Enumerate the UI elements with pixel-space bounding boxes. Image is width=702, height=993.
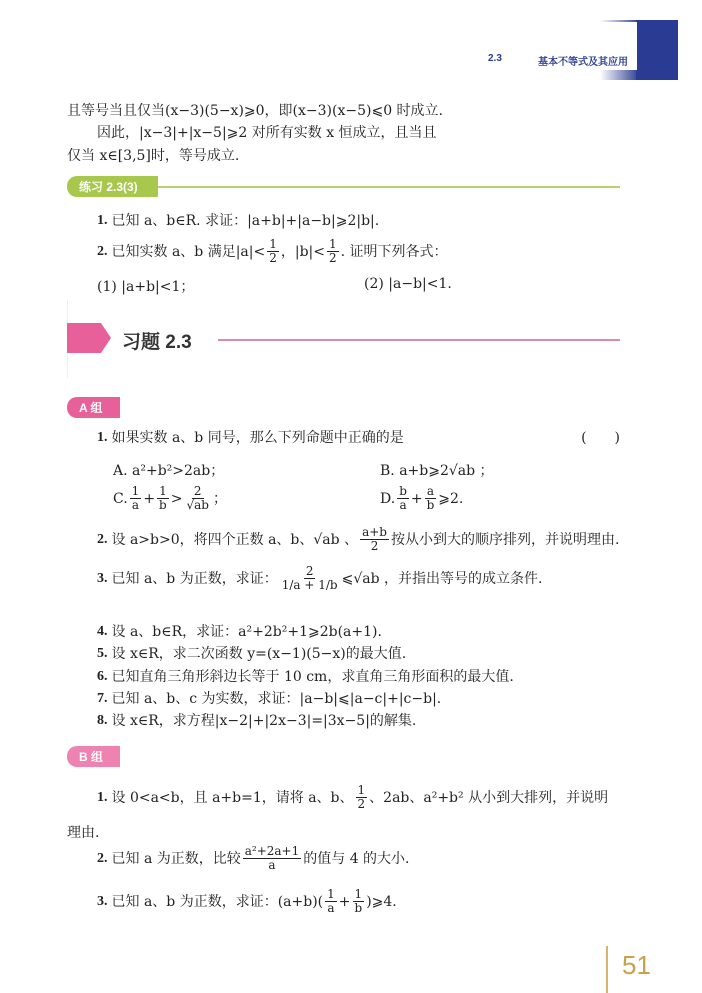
question-text: 已知 a 为正数，比较 — [111, 850, 241, 867]
question-text: 、2ab、a²+b² 从小到大排列，并说明 — [369, 789, 609, 806]
intro-line-1: 且等号当且仅当(x−3)(5−x)⩾0，即(x−3)(x−5)⩽0 时成立. — [67, 103, 444, 119]
fraction — [184, 485, 210, 512]
numerator: 1 — [131, 484, 140, 498]
a-question-6 — [97, 670, 514, 684]
question-text: 已知 a、b 为正数，求证： — [111, 570, 278, 587]
question-number: 3. — [97, 570, 108, 586]
group-a-label: A 组 — [67, 397, 120, 418]
numerator: 1 — [159, 484, 167, 498]
page-number-rule — [606, 946, 608, 993]
header-chapter-title: 基本不等式及其应用 — [538, 57, 628, 68]
option-letter: C. — [113, 490, 128, 507]
option-a: A. a²+b²>2ab； — [113, 463, 225, 479]
numerator: b — [399, 484, 407, 498]
question-text: 设 0<a<b，且 a+b=1，请将 a、b、 — [111, 789, 354, 806]
exercise-arrow-icon — [67, 323, 111, 353]
option-d — [380, 485, 463, 512]
question-text: 已知 a、b、c 为实数，求证：|a−b|⩽|a−c|+|c−b|. — [111, 691, 442, 707]
numerator: 2 — [193, 484, 202, 498]
question-text: 已知 a、b 为正数，求证：(a+b)( — [111, 893, 324, 910]
practice-subquestion-1: (1) |a+b|<1； — [97, 279, 195, 295]
fraction — [130, 485, 142, 512]
numerator: 1 — [327, 887, 335, 901]
option-letter: D. — [380, 490, 396, 507]
a-question-1 — [97, 431, 620, 445]
denominator: 2 — [329, 251, 337, 266]
denominator: 2 — [357, 797, 366, 812]
question-number: 8. — [97, 713, 108, 728]
denominator: a — [131, 498, 140, 513]
intro-line-3: 仅当 x∈[3,5]时，等号成立. — [67, 148, 240, 164]
question-text: 已知 a、b∈R. 求证：|a+b|+|a−b|⩾2|b|. — [111, 213, 380, 229]
practice-subquestion-2: (2) |a−b|<1. — [364, 276, 452, 292]
practice-label: 练习 2.3(3) — [67, 176, 158, 197]
question-text: 设 x∈R，求二次函数 y=(x−1)(5−x)的最大值. — [111, 646, 407, 662]
group-b-label: B 组 — [67, 746, 120, 767]
denominator: a — [327, 901, 335, 916]
header-blue-block — [636, 20, 678, 80]
fraction — [280, 565, 340, 592]
question-number: 3. — [97, 893, 108, 909]
numerator: 1 — [329, 237, 337, 251]
numerator: 1 — [269, 237, 277, 251]
fraction — [157, 485, 169, 512]
denominator: 2 — [269, 251, 277, 266]
question-number: 1. — [97, 213, 108, 228]
question-text: 设 a、b∈R，求证：a²+2b²+1⩾2b(a+1). — [111, 624, 382, 640]
fraction — [325, 888, 337, 915]
numerator: a+b — [362, 525, 387, 539]
b-question-1 — [97, 784, 608, 811]
fraction — [397, 485, 409, 512]
denominator: b — [354, 901, 363, 916]
question-text: . 证明下列各式： — [340, 243, 448, 260]
denominator: a — [268, 858, 276, 873]
question-number: 6. — [97, 669, 108, 684]
question-number: 1. — [97, 789, 108, 805]
practice-question-1 — [97, 214, 379, 228]
question-text: 设 x∈R，求方程|x−2|+|2x−3|=|3x−5|的解集. — [111, 713, 417, 729]
a-question-3 — [97, 565, 542, 592]
a-question-4 — [97, 625, 382, 639]
question-number: 7. — [97, 691, 108, 706]
question-number: 2. — [97, 243, 108, 259]
question-text: ⩽√ab ，并指出等号的成立条件. — [341, 570, 543, 587]
header-section-number: 2.3 — [488, 53, 502, 64]
fraction — [353, 888, 365, 915]
numerator: a²+2a+1 — [244, 844, 300, 858]
question-text: )⩾4. — [366, 893, 397, 910]
option-b: B. a+b⩾2√ab ； — [380, 463, 494, 479]
operator: + — [410, 490, 423, 507]
question-text: ⩾2. — [438, 490, 464, 507]
b-question-3 — [97, 888, 397, 915]
fraction — [327, 238, 339, 265]
page-number: 51 — [622, 950, 651, 980]
operator: + — [143, 490, 156, 507]
numerator: a — [426, 484, 435, 498]
denominator: √ab — [186, 498, 209, 513]
intro-line-2: 因此，|x−3|+|x−5|⩾2 对所有实数 x 恒成立，且当且 — [97, 125, 437, 141]
practice-divider — [158, 186, 620, 188]
question-number: 5. — [97, 646, 108, 661]
numerator: 1 — [357, 783, 366, 797]
a-question-2 — [97, 526, 619, 553]
fraction — [243, 845, 302, 872]
denominator: b — [159, 498, 167, 513]
denominator: 2 — [370, 539, 379, 554]
fraction — [425, 485, 437, 512]
question-text: 设 a>b>0，将四个正数 a、b、√ab 、 — [111, 531, 359, 548]
denominator: b — [426, 498, 435, 513]
fraction — [356, 784, 368, 811]
question-number: 2. — [97, 531, 108, 547]
question-number: 4. — [97, 624, 108, 639]
option-c — [113, 485, 227, 512]
a-question-5 — [97, 647, 406, 661]
b-question-1-continued: 理由. — [67, 825, 100, 841]
fraction — [267, 238, 279, 265]
numerator: 2 — [305, 564, 314, 578]
b-question-2 — [97, 845, 410, 872]
question-text: 按从小到大的顺序排列，并说明理由. — [390, 531, 620, 548]
exercises-divider — [218, 339, 620, 341]
question-number: 2. — [97, 850, 108, 866]
question-text: 的值与 4 的大小. — [303, 850, 410, 867]
question-text: 已知实数 a、b 满足|a|< — [111, 243, 266, 260]
exercises-title: 习题 2.3 — [122, 332, 192, 353]
question-text: 如果实数 a、b 同号，那么下列命题中正确的是 — [111, 430, 404, 446]
numerator: 1 — [354, 887, 363, 901]
question-text: 已知直角三角形斜边长等于 10 cm，求直角三角形面积的最大值. — [111, 669, 514, 685]
a-question-7 — [97, 692, 441, 706]
answer-blank: ( ) — [581, 430, 620, 446]
question-text: ，|b|< — [280, 243, 326, 260]
operator: > — [170, 490, 183, 507]
denominator: a — [399, 498, 407, 513]
punctuation: ； — [212, 490, 227, 507]
practice-question-2 — [97, 238, 448, 265]
denominator: 1/a + 1/b — [281, 578, 338, 593]
question-number: 1. — [97, 430, 108, 445]
operator: + — [338, 893, 351, 910]
a-question-8 — [97, 714, 416, 728]
fraction — [360, 526, 389, 553]
